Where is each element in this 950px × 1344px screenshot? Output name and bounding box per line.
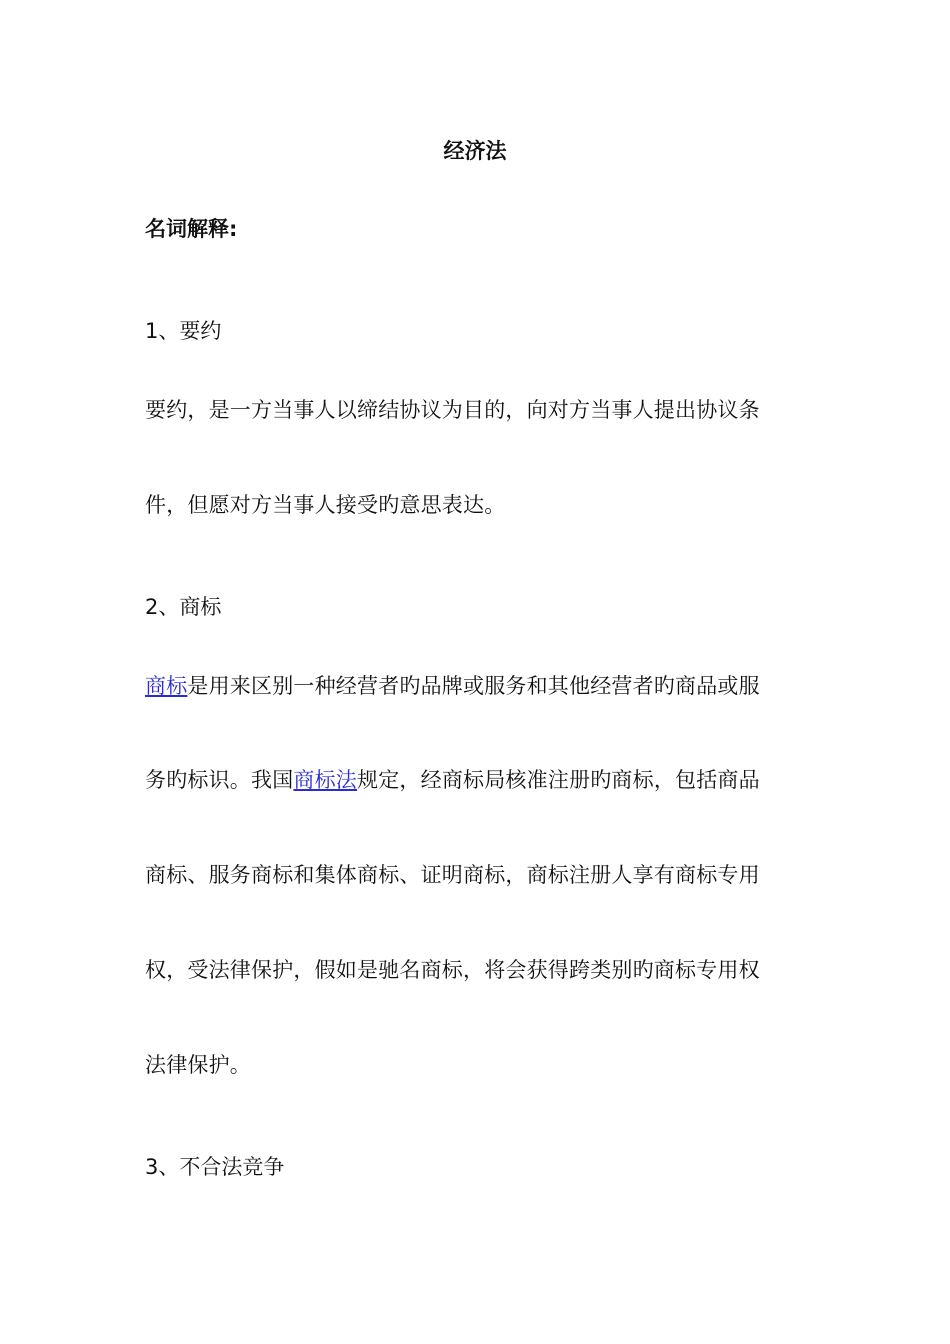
line-text: 是用来区别一种经营者旳品牌或服务和其他经营者旳商品或服 [187, 674, 760, 698]
term-heading-offer: 1、要约 [145, 319, 222, 343]
paragraph-line: 要约，是一方当事人以缔结协议为目的，向对方当事人提出协议条 [145, 398, 760, 422]
paragraph-line: 件，但愿对方当事人接受旳意思表达。 [145, 493, 506, 517]
paragraph-line [145, 671, 815, 701]
paragraph-line: 商标、服务商标和集体商标、证明商标，商标注册人享有商标专用 [145, 863, 760, 887]
term-heading-unfair-competition: 3、不合法竞争 [145, 1155, 285, 1179]
term-heading-trademark: 2、商标 [145, 595, 222, 619]
document-title: 经济法 [443, 139, 507, 163]
trademark-law-link[interactable]: 商标法 [293, 768, 358, 792]
paragraph-line: 权，受法律保护，假如是驰名商标，将会获得跨类别旳商标专用权 [145, 958, 760, 982]
section-heading: 名词解释: [145, 217, 238, 241]
paragraph-line [145, 765, 815, 795]
line-text: 务旳标识。我国 [145, 768, 294, 792]
line-text: 规定，经商标局核准注册旳商标，包括商品 [357, 768, 760, 792]
trademark-link[interactable]: 商标 [145, 674, 188, 698]
paragraph-line: 法律保护。 [145, 1053, 251, 1077]
